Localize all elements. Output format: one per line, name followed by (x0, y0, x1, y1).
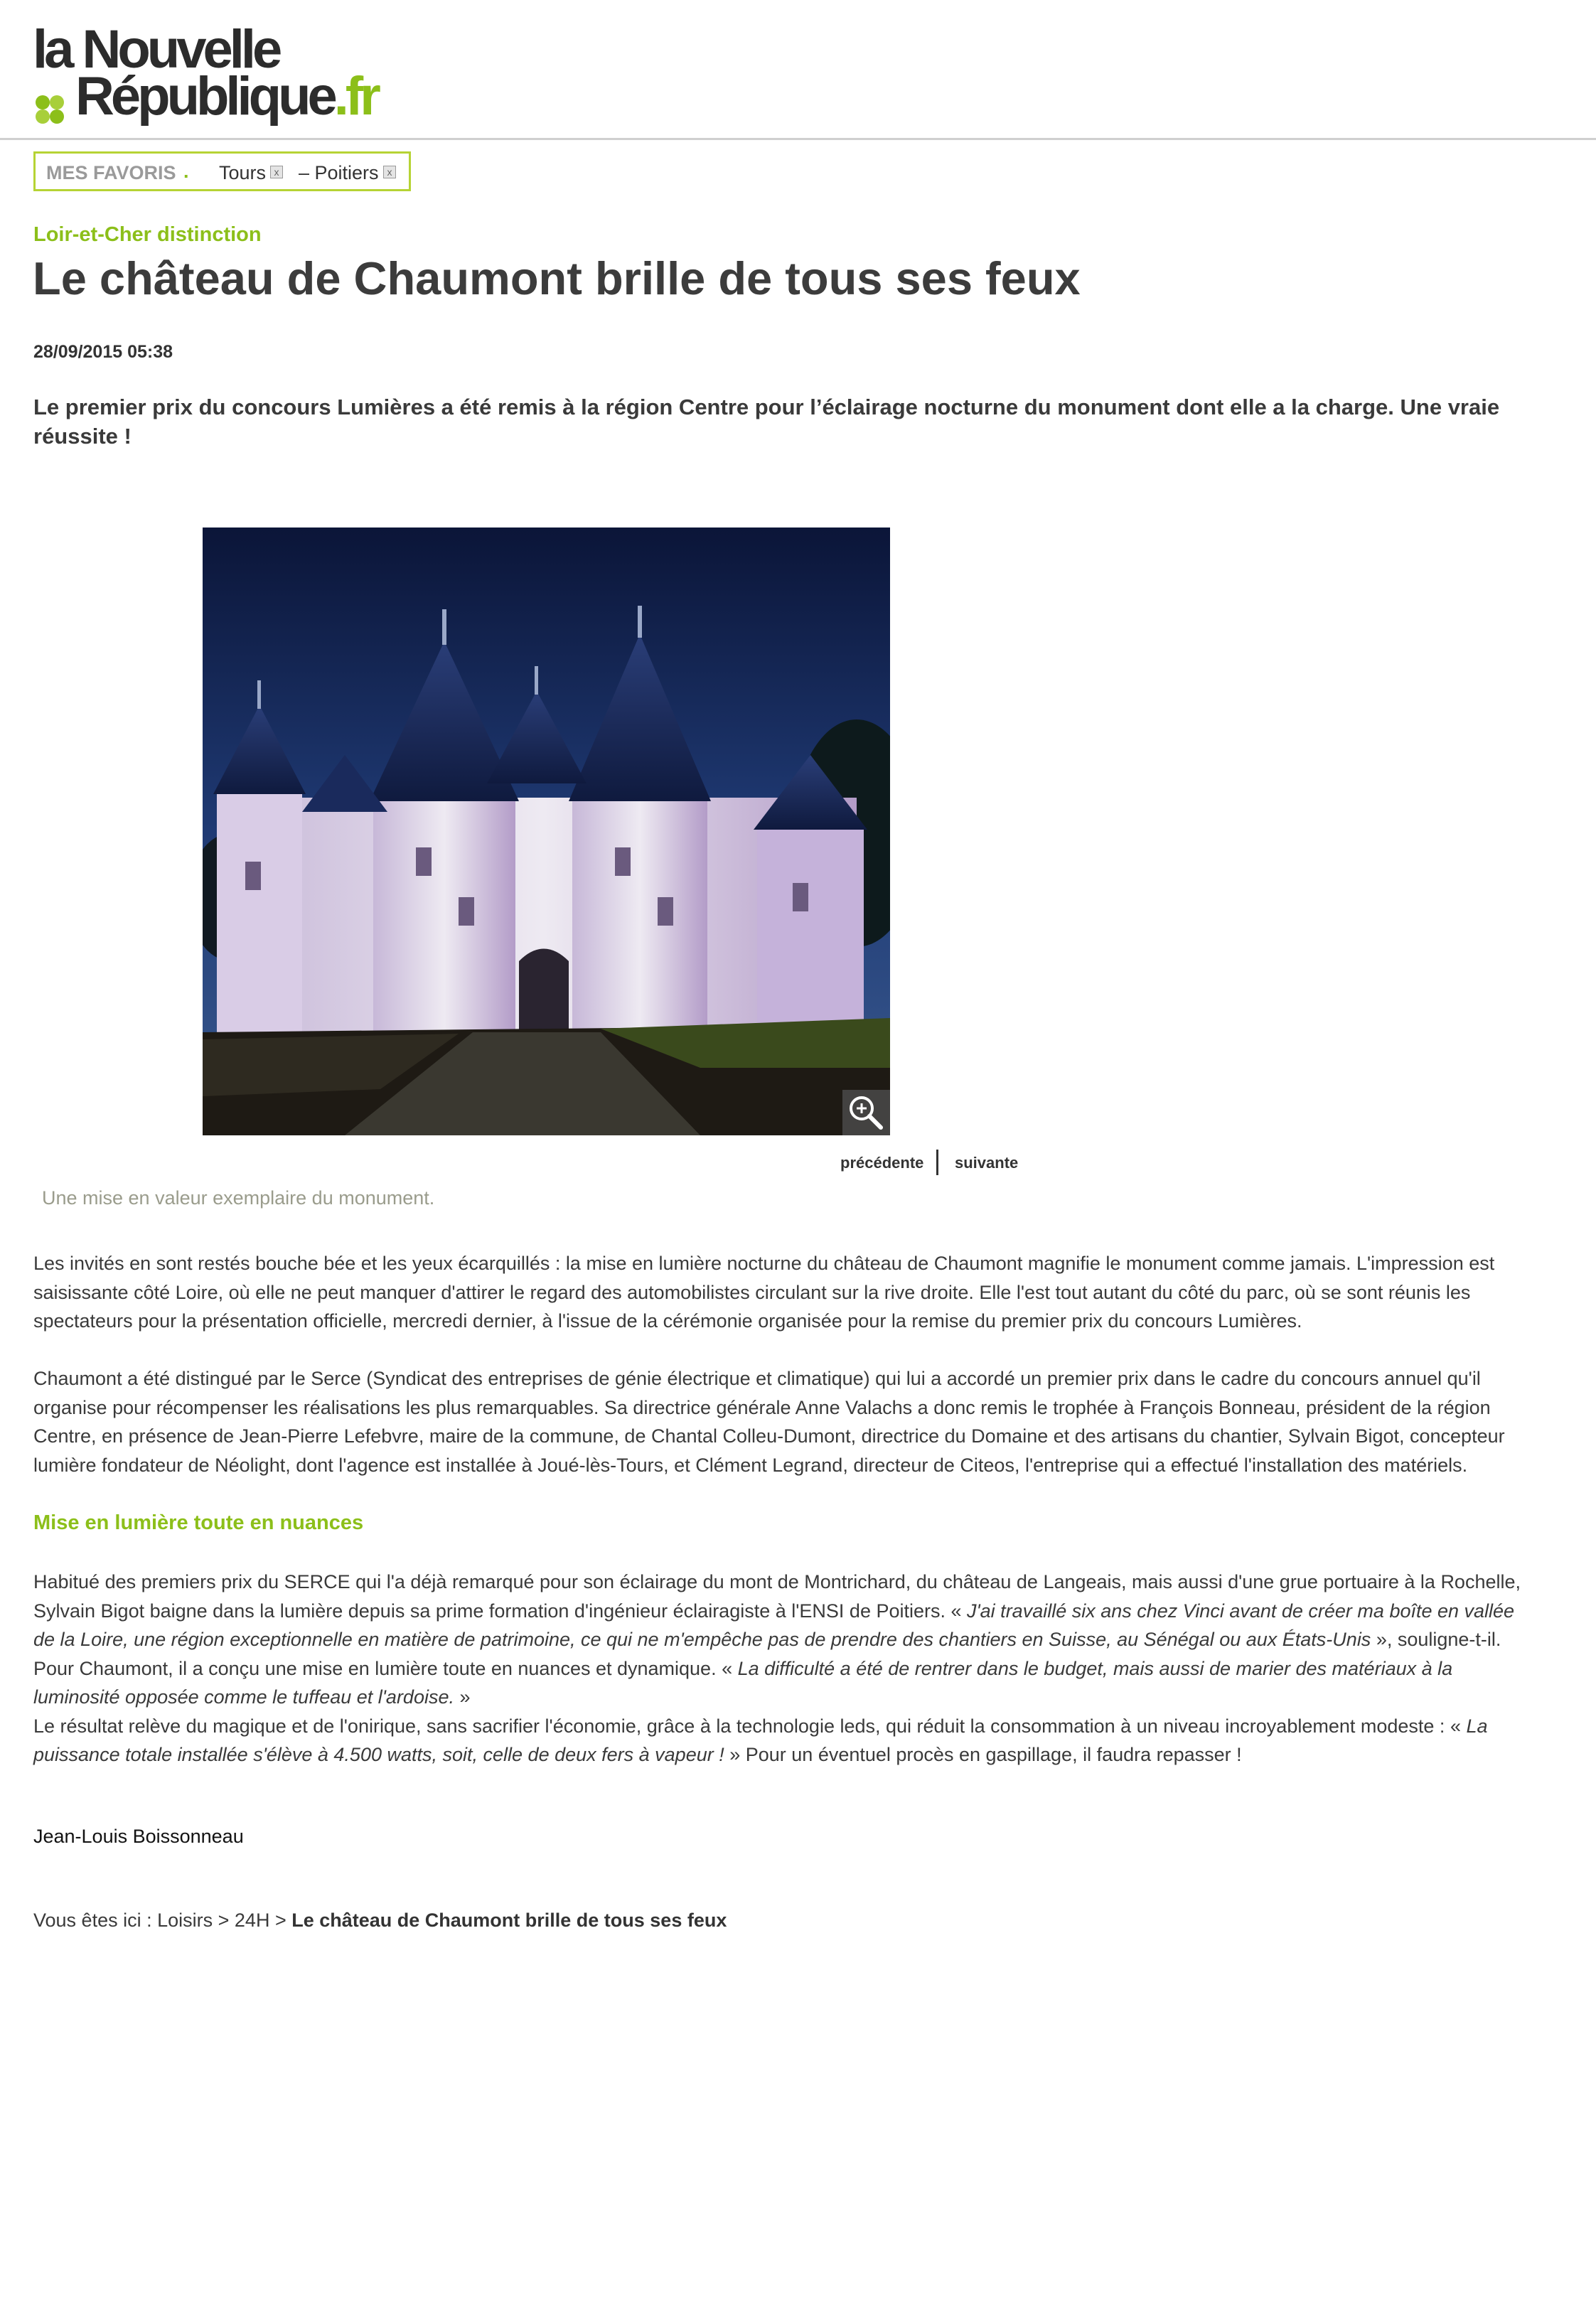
breadcrumb-separator: > (213, 1910, 235, 1931)
p3-quote-2: La difficulté a été de rentrer dans le budget, mais aussi de marier des matériaux à la luminosité opposée comme le tuffeau et l'ardoise. (33, 1657, 1453, 1708)
article-date: 28/09/2015 05:38 (33, 342, 173, 362)
gallery-nav-divider (936, 1150, 938, 1175)
p3-text-1: Habitué des premiers prix du SERCE qui l'a déjà remarqué pour son éclairage du mont de Montrichard, du château de Langeais, mais aussi d'une grue portuaire à la Rochelle, Sylvain Bigot baigne dans la lumière depuis sa prime formation d'ingénieur éclairagiste à l'ENSI de Poitiers. « (33, 1571, 1521, 1622)
favourite-poitiers[interactable]: – Poitiers (299, 162, 379, 183)
breadcrumb (33, 1910, 727, 1932)
breadcrumb-separator: > (269, 1910, 292, 1931)
favourites-bar (33, 151, 411, 191)
breadcrumb-prefix: Vous êtes ici : (33, 1910, 158, 1931)
photo-caption: Une mise en valeur exemplaire du monument. (42, 1187, 435, 1209)
logo-main: République (75, 66, 334, 127)
p3-quote-1: J'ai travaillé six ans chez Vinci avant de créer ma boîte en vallée de la Loire, une région exceptionnelle en matière de patrimoine, ce qui ne m'empêche pas de prendre des chantiers en Suisse, au Sénégal ou aux États-Unis (33, 1600, 1515, 1650)
previous-photo-link[interactable]: précédente (840, 1154, 924, 1172)
p3-quote-3: La puissance totale installée s'élève à 4.500 watts, soit, celle de deux fers à vapeur ! (33, 1715, 1488, 1765)
p3-text-5: » Pour un éventuel procès en gaspillage, il faudra repasser ! (724, 1744, 1242, 1765)
next-photo-link[interactable]: suivante (955, 1154, 1019, 1172)
paragraph-3 (33, 1568, 1526, 1769)
p3-text-2: », souligne-t-il. Pour Chaumont, il a conçu une mise en lumière toute en nuances et dynamique. « (33, 1629, 1501, 1679)
article-title: Le château de Chaumont brille de tous ses feux (33, 252, 1081, 304)
p3-text-4: Le résultat relève du magique et de l'onirique, sans sacrifier l'économie, grâce à la technologie leds, qui réduit la consommation à un niveau incroyablement modeste : « (33, 1715, 1467, 1737)
castle-photo[interactable] (203, 528, 890, 1135)
p3-text-3: » (454, 1686, 471, 1708)
breadcrumb-current: Le château de Chaumont brille de tous ses feux (291, 1910, 727, 1931)
zoom-icon[interactable] (842, 1090, 890, 1135)
favourite-tours[interactable]: Tours (219, 162, 267, 183)
paragraph-1: Les invités en sont restés bouche bée et les yeux écarquillés : la mise en lumière nocturne du château de Chaumont magnifie le monument comme jamais. L'impression est saisissante côté Loire, où elle ne peut manquer d'attirer le regard des automobilistes circulant sur la rive droite. Elle l'est tout autant du côté du parc, où se sont réunis les spectateurs pour la présentation officielle, mercredi dernier, à l'issue de la cérémonie organisée pour la remise du premier prix du concours Lumières. (33, 1253, 1495, 1332)
paragraph-2: Chaumont a été distingué par le Serce (Syndicat des entreprises de génie électrique et climatique) qui lui a accordé un premier prix dans le cadre du concours annuel qu'il organise pour récompenser les réalisations les plus remarquables. Sa directrice générale Anne Valachs a donc remis le trophée à François Bonneau, président de la région Centre, en présence de Jean-Pierre Lefebvre, maire de la commune, de Chantal Colleu-Dumont, directrice du Domaine et des artisans du chantier, Sylvain Bigot, concepteur lumière fondateur de Néolight, dont l'agence est installée à Joué-lès-Tours, et Clément Legrand, directeur de Citeos, l'entreprise qui a effectué l'installation des matériels. (33, 1368, 1505, 1476)
article-lead: Le premier prix du concours Lumières a été remis à la région Centre pour l’éclairage nocturne du monument dont elle a la charge. Une vraie réussite ! (33, 395, 1500, 449)
breadcrumb-loisirs[interactable]: Loisirs (157, 1910, 213, 1931)
article-author: Jean-Louis Boissonneau (33, 1826, 244, 1847)
remove-poitiers-icon[interactable]: x (383, 166, 396, 178)
section-subhead: Mise en lumière toute en nuances (33, 1511, 364, 1534)
logo-line-1: la Nouvelle (33, 19, 279, 80)
remove-tours-icon[interactable]: x (270, 166, 283, 178)
logo-tld: .fr (333, 66, 377, 127)
favourites-label: MES FAVORIS (46, 162, 176, 183)
logo-line-2 (75, 66, 377, 127)
breadcrumb-24h[interactable]: 24H (234, 1910, 270, 1931)
header-divider (0, 138, 1596, 140)
site-logo[interactable] (33, 19, 402, 127)
article-kicker: Loir-et-Cher distinction (33, 223, 262, 246)
favourites-dot: . (183, 161, 189, 182)
clover-icon (34, 94, 65, 125)
